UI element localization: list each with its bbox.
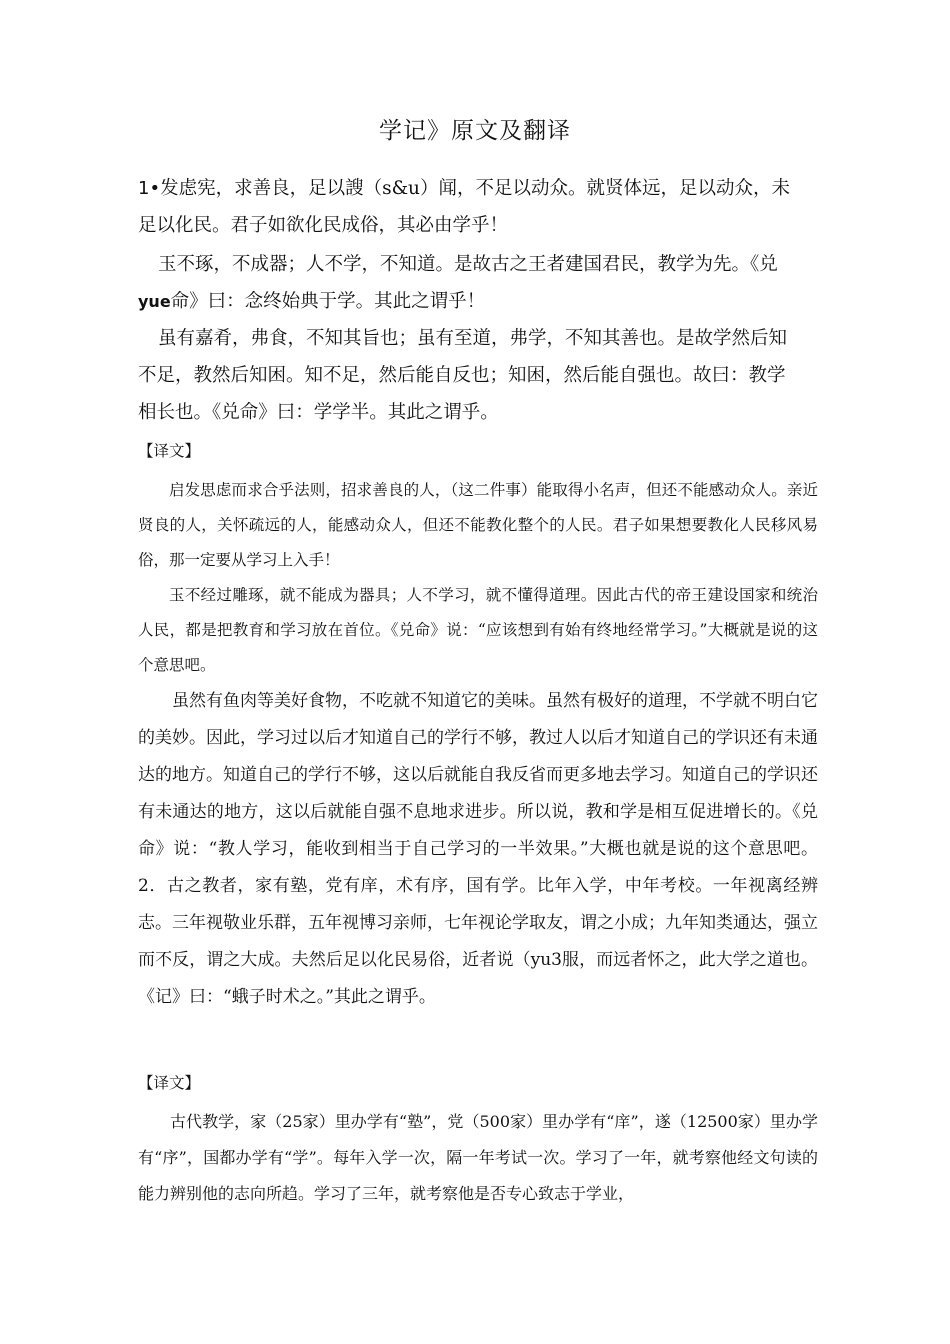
translation-section-1 (138, 473, 818, 1016)
document-title: 学记》原文及翻译 (379, 118, 571, 144)
translation-paragraph: 玉不经过雕琢，就不能成为器具；人不学习，就不懂得道理。因此古代的帝王建设国家和统治人民，都是把教育和学习放在首位。《兑命》说：“应该想到有始有终地经常学习。”大概就是说的这个意思吧。 (138, 586, 818, 674)
translation-section-2 (138, 1104, 818, 1212)
original-text: 发虑宪，求善良，足以謏（s&u）闻，不足以动众。就贤体远，足以动众，未 (160, 178, 790, 199)
translation-paragraph: 启发思虑而求合乎法则，招求善良的人，（这二件事）能取得小名声，但还不能感动众人。亲近贤良的人，关怀疏远的人，能感动众人，但还不能教化整个的人民。君子如果想要教化人民移风易俗，那一定要从学习上入手！ (138, 481, 818, 569)
original-paragraph-3 (138, 320, 818, 431)
original-paragraph-2 (138, 246, 818, 320)
original-paragraph-1-line-2: 足以化民。君子如欲化民成俗，其必由学乎！ (138, 215, 509, 236)
original-paragraph-3-line-2: 不足，教然后知困。知不足，然后能自反也；知困，然后能自强也。故曰：教学 (138, 365, 786, 386)
translation-paragraph: 古代教学，家（25家）里办学有“塾”，党（500家）里办学有“庠”，遂（12500家）里办学有“序”，国都办学有“学”。每年入学一次，隔一年考试一次。学习了一年，就考察他经文句读的能力辨别他的志向所趋。学习了三年，就考察他是否专心致志于学业， (138, 1112, 818, 1203)
section-number: 1• (138, 178, 161, 199)
translation-label-1-block (138, 441, 818, 461)
translation-label-2-block (138, 1073, 818, 1093)
translation-label: 【译文】 (138, 442, 201, 460)
original-paragraph-2-line-2 (138, 283, 818, 320)
original-paragraph-1 (138, 170, 818, 244)
original-paragraph-1-line-1 (138, 170, 818, 207)
original-paragraph-3-line-3: 相长也。《兑命》曰：学学半。其此之谓乎。 (138, 402, 499, 423)
pinyin-annotation: yue (138, 292, 171, 311)
original-paragraph-3-line-1: 虽有嘉肴，弗食，不知其旨也；虽有至道，弗学，不知其善也。是故学然后知 (158, 328, 788, 349)
original-paragraph-2-line-1: 玉不琢，不成器；人不学，不知道。是故古之王者建国君民，教学为先。《兑 (158, 254, 778, 275)
original-text: 命》曰：念终始典于学。其此之谓乎！ (170, 291, 486, 312)
translation-paragraph: 虽然有鱼肉等美好食物，不吃就不知道它的美味。虽然有极好的道理，不学就不明白它的美妙。因此，学习过以后才知道自己的学行不够，教过人以后才知道自己的学识还有未通达的地方。知道自己的学行不够，这以后就能自我反省而更多地去学习。知道自己的学识还有未通达的地方，这以后就能自强不息地求进步。所以说，教和学是相互促进增长的。《兑命》说：“教人学习，能收到相当于自己学习的一半效果。”大概也就是说的这个意思吧。2．古之教者，家有塾，党有庠，术有序，国有学。比年入学，中年考校。一年视离经辨志。三年视敬业乐群，五年视博习亲师，七年视论学取友，谓之小成；九年知类通达，强立而不反，谓之大成。夫然后足以化民易俗，近者说（yu3服，而远者怀之，此大学之道也。《记》曰：“蛾子时术之。”其此之谓乎。 (138, 691, 818, 1007)
translation-label: 【译文】 (138, 1074, 201, 1092)
